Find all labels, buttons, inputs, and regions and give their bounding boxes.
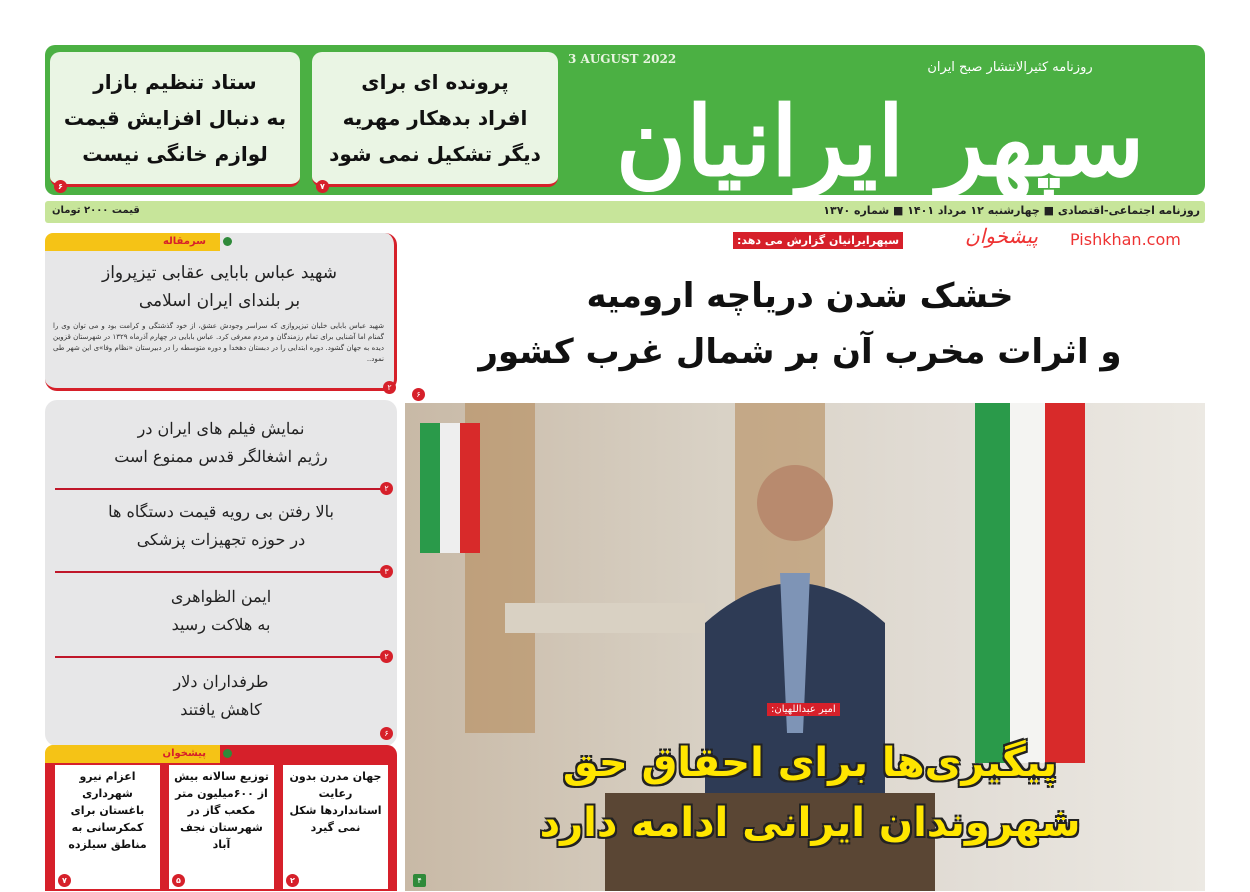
pishkhan-card[interactable]	[169, 765, 274, 889]
item-line: طرفداران دلار	[173, 672, 269, 691]
small-flag-icon	[420, 423, 480, 553]
teaser-dowry[interactable]	[312, 52, 558, 191]
table	[505, 603, 705, 633]
title-line: شهید عباس بابایی عقابی تیزپرواز	[102, 263, 337, 283]
tagline: روزنامه کثیرالانتشار صبح ایران	[927, 60, 1093, 75]
card-text: توزیع سالانه بیش از ۶۰۰میلیون متر مکعب گاز در شهرستان نجف آباد	[174, 770, 269, 851]
watermark-logo: پیشخوان	[965, 224, 1038, 248]
price: قیمت ۲۰۰۰ تومان	[52, 205, 140, 216]
page-number: ۲	[383, 381, 396, 394]
page-number: ۷	[316, 180, 329, 193]
watermark-url: Pishkhan.com	[1070, 230, 1181, 249]
teaser-line: به دنبال افزایش قیمت	[63, 106, 287, 130]
item-line: کاهش یافتند	[180, 700, 262, 719]
issue-info: روزنامه اجتماعی-اقتصادی ■ چهارشنبه ۱۲ مرداد ۱۴۰۱ ■ شماره ۱۳۷۰	[823, 204, 1200, 217]
page-number: ۴	[413, 874, 426, 887]
page-number: ۳	[380, 565, 393, 578]
editorial-title	[55, 259, 384, 315]
list-item[interactable]	[55, 415, 389, 493]
item-line: بالا رفتن بی رویه قیمت دستگاه ها	[108, 502, 334, 521]
list-item[interactable]	[55, 498, 389, 576]
title-line: بر بلندای ایران اسلامی	[138, 291, 301, 311]
editorial-body: شهید عباس بابایی خلبان تیزپروازی که سراسر وجودش عشق، از خود گذشتگی و کرامت بود و می توان وی را گمنام اما آشنایی برای تمام رزمندگان و مردم معرفی کرد. عباس بابایی در چهارم آذرماه ۱۳۲۹ در شهرستان قزوین دیده به جهان گشود. دوره ابتدایی را در دبستان دهخدا و دوره متوسطه را در دبیرستان «نظام وفا»ی این شهر طی نمود..	[53, 322, 384, 363]
headline-line: خشک شدن دریاچه ارومیه	[586, 276, 1014, 316]
main-photo[interactable]	[405, 403, 1205, 891]
teaser-line: افراد بدهکار مهریه	[342, 106, 528, 130]
card-text: اعزام نیرو شهرداری باغستان برای کمکرسانی به مناطق سیلزده	[68, 770, 147, 851]
teaser-market[interactable]	[50, 52, 300, 191]
report-tag: سپهرایرانیان گزارش می دهد:	[733, 232, 903, 249]
pishkhan-label	[45, 745, 220, 763]
label-text: پیشخوان	[162, 748, 206, 759]
card-text: جهان مدرن بدون رعایت استانداردها شکل نمی گیرد	[289, 770, 382, 834]
teaser-line: دیگر تشکیل نمی شود	[329, 142, 541, 166]
page-number: ۶	[412, 388, 425, 401]
page-number: ۲	[286, 874, 299, 887]
item-line: در حوزه تجهیزات پزشکی	[136, 530, 306, 549]
dot-icon	[223, 749, 232, 758]
page-number: ۷	[58, 874, 71, 887]
list-item[interactable]	[55, 583, 389, 661]
dot-icon	[223, 237, 232, 246]
list-item[interactable]	[55, 668, 387, 738]
label-text: سرمقاله	[162, 236, 206, 247]
page-number: ۵	[172, 874, 185, 887]
editorial-label	[45, 233, 220, 251]
headline-line: و اثرات مخرب آن بر شمال غرب کشور	[478, 332, 1122, 372]
page-number: ۶	[54, 180, 67, 193]
item-line: ایمن الظواهری	[170, 587, 272, 606]
main-headline[interactable]	[405, 268, 1195, 380]
teaser-line: لوازم خانگی نیست	[82, 142, 268, 166]
pishkhan-card[interactable]	[55, 765, 160, 889]
date: 3 AUGUST 2022	[568, 52, 677, 66]
teaser-line: پرونده ای برای	[361, 70, 509, 94]
newspaper-logo: سپهر ایرانیان	[615, 85, 1145, 198]
photo-caption	[435, 733, 1185, 853]
pishkhan-box	[45, 745, 397, 891]
item-line: رژیم اشغالگر قدس ممنوع است	[114, 447, 328, 466]
speaker-label: امیر عبداللهیان:	[767, 703, 840, 716]
page-number: ۶	[380, 727, 393, 740]
caption-line: پیگیری‌ها برای احقاق حق	[562, 740, 1058, 786]
page-number: ۲	[380, 650, 393, 663]
pishkhan-card[interactable]	[283, 765, 388, 889]
page-number: ۲	[380, 482, 393, 495]
item-line: به هلاکت رسید	[171, 615, 271, 634]
iran-flag-icon	[975, 403, 1085, 763]
item-line: نمایش فیلم های ایران در	[137, 419, 305, 438]
caption-line: شهروندان ایرانی ادامه دارد	[539, 800, 1081, 846]
news-list	[45, 400, 397, 746]
editorial-box[interactable]	[45, 233, 397, 391]
teaser-line: ستاد تنظیم بازار	[93, 70, 257, 94]
